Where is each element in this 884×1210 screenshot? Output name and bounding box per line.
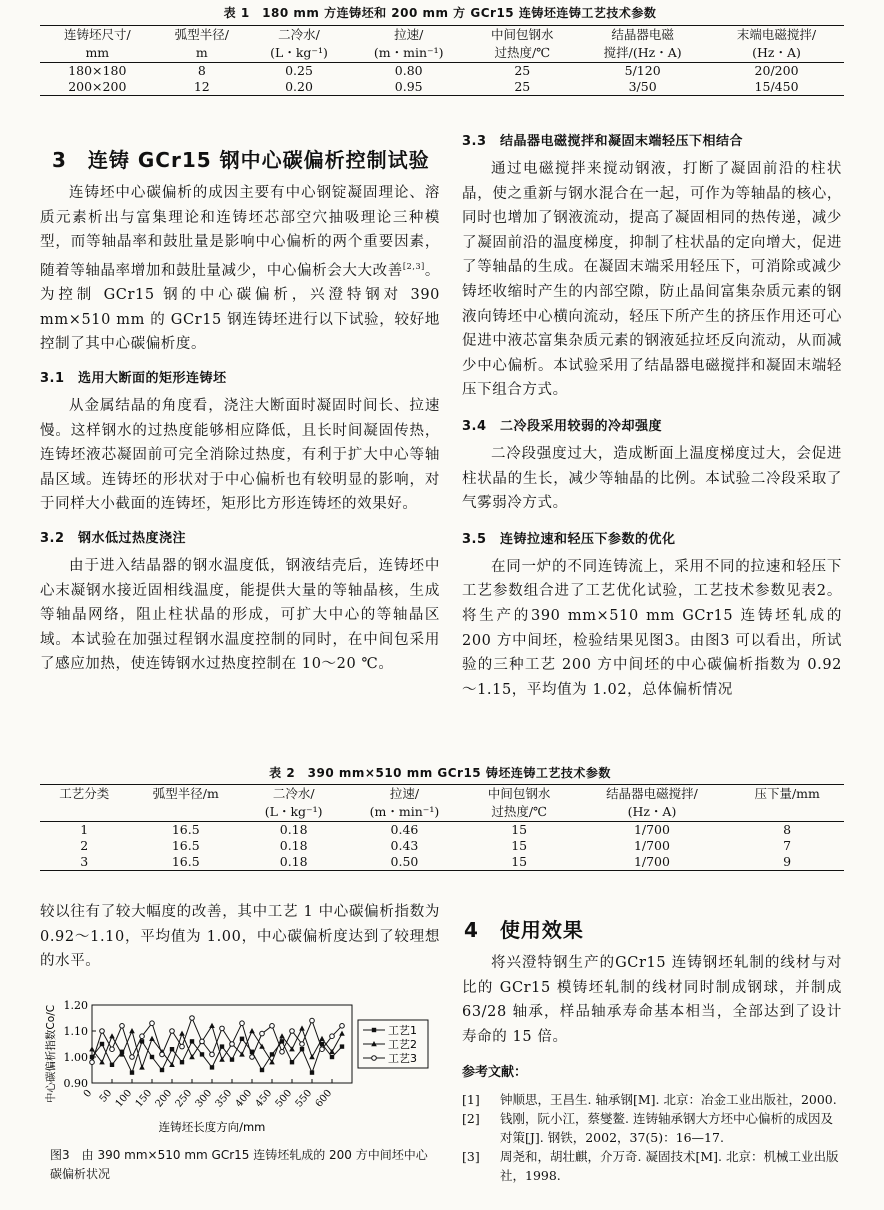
data-point [230,1042,235,1047]
table-cell: 25 [468,79,576,96]
table-cell: 0.20 [249,79,349,96]
data-point [140,1034,145,1039]
table2-caption: 表 2 390 mm×510 mm GCr15 铸坯连铸工艺技术参数 [269,766,611,780]
y-tick-label: 1.20 [63,999,88,1012]
table-cell: 2 [80,838,89,853]
table-header-cell: (L・kg⁻¹) [249,44,349,63]
x-tick-label: 200 [153,1087,175,1110]
citation: [2,3] [402,261,425,271]
data-point [109,1033,115,1038]
section3-4-text: 二冷段强度过大，造成断面上温度梯度过大，会促进柱状晶的生长，减少等轴晶的比例。本试验二冷段采取了气雾弱冷方式。 [462,445,842,512]
section3-5-text: 在同一炉的不同连铸流上，采用不同的拉速和轻压下工艺参数组合进了工艺优化试验，工艺技术参数见表2。将生产的390 mm×510 mm GCr15 连铸坯轧成的200 方中间坯，检验结果见图3。由图3 可以看出，所试验的三种工艺 200 方中间坯的中心碳偏析指数为 0.92～1.15，平均值为 1.02，总体偏析情况 [462,558,842,698]
table-header-cell: (m・min⁻¹) [349,44,468,63]
references-list [462,1090,842,1185]
data-point [200,1052,204,1056]
data-point [170,1029,175,1034]
table-cell: 20/200 [754,63,799,78]
table-header-cell: (m・min⁻¹) [344,803,465,822]
data-point [210,1065,214,1069]
data-point [200,1039,205,1044]
data-point [209,1023,215,1028]
table-cell: 5/120 [624,63,661,78]
table-header-cell: 末端电磁搅拌/ [709,26,844,45]
table-cell: 16.5 [171,822,200,837]
legend-label: 工艺3 [388,1052,417,1065]
table-header-cell: 结晶器电磁 [576,26,709,45]
table-cell: 12 [155,79,249,96]
table-cell: 16.5 [128,854,243,871]
data-point [330,1034,335,1039]
table-header-cell: (L・kg⁻¹) [243,803,344,822]
data-point [130,1055,135,1060]
table-cell: 0.25 [285,63,313,78]
data-point [220,1026,225,1031]
data-point [160,1068,164,1072]
data-point [89,1046,95,1051]
data-point [310,1018,315,1023]
table1 [40,25,844,96]
table-header-cell: (Hz・A) [709,44,844,63]
reference-number: [3] [462,1149,480,1165]
x-tick-label: 400 [233,1087,255,1110]
section3-2-text: 由于进入结晶器的钢水温度低，钢液结壳后，连铸坯中心末凝钢水接近固相线温度，能提供大量的等轴晶核，生成等轴晶网络，阻止柱状晶的形成，可扩大中心的等轴晶区域。本试验在加强过程钢水温度控制的同时，在中间包采用了感应加热，使连铸钢水过热度控制在 10～20 ℃。 [40,557,440,673]
table-header-cell: mm [40,44,155,63]
data-point [340,1024,345,1029]
data-point [190,1016,195,1021]
table-cell: 0.95 [349,79,468,96]
data-point [290,1060,294,1064]
data-point [180,1044,185,1049]
data-point [260,1031,265,1036]
x-axis-label: 连铸坯长度方向/mm [158,1120,266,1134]
data-point [320,1047,325,1052]
data-point [249,1028,255,1033]
data-point [330,1055,334,1059]
data-point [339,1031,345,1036]
legend-label: 工艺2 [388,1038,417,1051]
figure3-chart [40,995,435,1140]
right-column [462,130,842,702]
table-cell: 15 [511,822,528,837]
table-header-cell: 中间包钢水 [468,26,576,45]
x-tick-label: 300 [193,1087,215,1110]
section3-5-title: 3.5 连铸拉速和轻压下参数的优化 [462,531,676,547]
table-cell: 0.18 [243,854,344,871]
table-header-cell: 连铸坯尺寸/ [40,26,155,45]
section4 [462,914,842,1185]
section3-1-text: 从金属结晶的角度看，浇注大断面时凝固时间长、拉速慢。这样钢水的过热度能够相应降低，且长时间凝固传热，连铸坯液芯凝固前可完全消除过热度，有利于扩大中心等轴晶区域。连铸坯的形状对于中心偏析也有较明显的影响，对于同样大小截面的连铸坯，矩形比方形连铸坯的效果好。 [40,397,440,513]
section3-1-title: 3.1 选用大断面的矩形连铸坯 [40,370,227,386]
table-row [40,79,844,96]
section3-3-text: 通过电磁搅拌来搅动钢液，打断了凝固前沿的柱状晶，使之重新与钢水混合在一起，可作为等轴晶的核心，同时也增加了钢液流动，提高了凝固相同的热传递，减少了凝固前沿的温度梯度，抑制了柱状晶的定向增大，促进了等轴晶的生成。在凝固末端采用轻压下，可消除或减少铸坯收缩时产生的内部空隙，防止晶间富集杂质元素的钢液向铸坯中心横向流动，轻压下所产生的挤压作用还可心促进中液芯富集杂质元素的钢液延拉坯反向流动，从而减少中心偏析。本试验采用了结晶器电磁搅拌和凝固末端轻压下组合方式。 [462,161,842,399]
data-point [240,1021,245,1026]
data-point [340,1044,344,1048]
data-point [309,1054,315,1059]
x-tick-label: 450 [253,1087,275,1110]
section3-title: 3 连铸 GCr15 钢中心碳偏析控制试验 [52,148,430,172]
data-point [100,1029,105,1034]
table-cell: 25 [514,63,531,78]
table-row [40,63,844,80]
data-point [129,1028,135,1033]
table-header-cell: 结晶器电磁搅拌/ [574,785,731,804]
data-point [190,1039,194,1043]
series-line [92,1026,342,1068]
data-point [110,1063,114,1067]
table-header-cell: 弧型半径/ [155,26,249,45]
table-header-cell: (Hz・A) [574,803,731,822]
x-tick-label: 500 [273,1087,295,1110]
table-header-cell: 过热度/℃ [468,44,576,63]
data-point [280,1050,285,1055]
table-cell: 0.80 [394,63,423,78]
data-point [180,1060,184,1064]
section3-3-title: 3.3 结晶器电磁搅拌和凝固末端轻压下相结合 [462,134,744,149]
table-row [40,854,844,871]
reference-item [462,1147,842,1185]
reference-text: 钟顺思，王昌生. 轴承钢[M]. 北京：冶金工业出版社，2000. [500,1092,837,1108]
table-cell: 0.50 [344,854,465,871]
data-point [310,1070,314,1074]
data-point [372,1056,377,1061]
table-header-cell: 二冷水/ [243,785,344,804]
table-cell: 200×200 [40,79,155,96]
table-row [40,822,844,839]
reference-text: 钱刚，阮小江，蔡燮鳌. 连铸轴承钢大方坯中心偏析的成因及对策[J]. 钢铁，2002，37(5)：16—17. [500,1111,833,1146]
data-point [250,1055,255,1060]
x-tick-label: 50 [97,1087,115,1105]
reference-number: [2] [462,1111,480,1127]
data-point [300,1042,305,1047]
table-header-cell [730,803,844,822]
y-tick-label: 1.10 [63,1025,88,1038]
x-tick-label: 100 [113,1087,135,1110]
table-cell: 3 [40,854,128,871]
legend-label: 工艺1 [388,1024,417,1037]
section3-5-continued: 较以往有了较大幅度的改善，其中工艺 1 中心碳偏析指数为 0.92～1.10，平均值为 1.00，中心碳偏析度达到了较理想的水平。 [40,904,440,970]
data-point [160,1052,165,1057]
data-point [240,1037,244,1041]
table-cell: 0.18 [279,822,308,837]
data-point [150,1055,154,1059]
table-cell: 1 [80,822,89,837]
data-point [300,1047,304,1051]
y-tick-label: 0.90 [63,1077,88,1090]
y-axis-label: 中心碳偏析指数Co/C [45,1004,57,1104]
section3-4-title: 3.4 二冷段采用较弱的冷却强度 [462,418,663,434]
data-point [230,1057,234,1061]
table-cell: 15/450 [709,79,844,96]
table-header-cell: 中间包钢水 [465,785,574,804]
table-cell: 15 [511,838,528,853]
section4-text: 将兴澄特钢生产的GCr15 连铸钢坯轧制的线材与对比的 GCr15 模铸坯轧制的线材同时制成钢球，并制成63/28 轴承，样品轴承寿命基本相当，全部达到了设计寿命的 15 倍。 [462,955,842,1045]
table-header-cell [128,803,243,822]
x-tick-label: 350 [213,1087,235,1110]
data-point [210,1052,215,1057]
table-header-cell [40,803,128,822]
table-cell: 0.46 [390,822,419,837]
data-point [110,1047,115,1052]
section3-intro: 连铸坯中心碳偏析的成因主要有中心钢锭凝固理论、溶质元素析出与富集理论和连铸坯芯部空穴抽吸理论三种模型，而等轴晶率和鼓肚量是影响中心偏析的两个重要因素，随着等轴晶率增加和鼓肚量减少，中心偏析会大大改善[2,3]。为控制 GCr15 钢的中心碳偏析，兴澄特钢对 390 mm×510 mm 的 GCr15 钢连铸坯进行以下试验，较好地控制了其中心碳偏析度。 [40,185,440,353]
table-cell: 180×180 [68,63,127,78]
table-header-cell: 压下量/mm [730,785,844,804]
table-cell: 7 [783,838,792,853]
x-tick-label: 250 [173,1087,195,1110]
table-cell: 0.43 [390,838,419,853]
data-point [270,1024,275,1029]
table-cell: 3/50 [576,79,709,96]
table-row [40,838,844,854]
left-column [40,140,440,677]
reference-item [462,1090,842,1109]
section3-2-title: 3.2 钢水低过热度浇注 [40,530,187,546]
left-bottom [40,900,440,974]
table-cell: 1/700 [633,822,670,837]
table-cell: 16.5 [171,838,200,853]
x-tick-label: 600 [313,1087,335,1110]
x-tick-label: 150 [133,1087,155,1110]
data-point [90,1060,95,1065]
data-point [290,1029,295,1034]
data-point [149,1036,155,1041]
table-cell: 1/700 [574,854,731,871]
table-cell: 15 [465,854,574,871]
table-cell: 8 [783,822,792,837]
table-header-cell: 搅拌/(Hz・A) [576,44,709,63]
table-cell: 9 [730,854,844,871]
y-tick-label: 1.00 [63,1051,88,1064]
table-cell: 8 [197,63,206,78]
table-header-cell: 工艺分类 [40,785,128,804]
data-point [179,1031,185,1036]
table1-caption: 表 1 180 mm 方连铸坯和 200 mm 方 GCr15 连铸坯连铸工艺技术参数 [223,6,657,20]
table-header-cell: 弧型半径/m [128,785,243,804]
data-point [270,1052,274,1056]
data-point [170,1047,174,1051]
reference-number: [1] [462,1092,480,1108]
table-header-cell: 过热度/℃ [465,803,574,822]
figure3-caption: 图3 由 390 mm×510 mm GCr15 连铸坯轧成的 200 方中间坯中心碳偏析状况 [50,1148,428,1181]
data-point [319,1036,325,1041]
data-point [139,1064,145,1069]
data-point [130,1070,134,1074]
references-heading: 参考文献： [462,1065,528,1081]
data-point [279,1033,285,1038]
x-tick-label: 0 [81,1087,95,1100]
reference-text: 周尧和，胡壮麒，介万奇. 凝固技术[M]. 北京：机械工业出版社，1998. [500,1149,839,1184]
x-tick-label: 550 [293,1087,315,1110]
data-point [220,1044,224,1048]
table-header-cell: 二冷水/ [249,26,349,45]
data-point [372,1028,376,1032]
data-point [120,1024,125,1029]
data-point [299,1025,305,1030]
table-cell: 0.18 [279,838,308,853]
table2 [40,784,844,871]
reference-item [462,1109,842,1147]
data-point [100,1042,104,1046]
table-cell: 1/700 [633,838,670,853]
table-header-cell: m [155,44,249,63]
section4-title: 4 使用效果 [464,918,584,942]
data-point [260,1068,264,1072]
table-header-cell: 拉速/ [344,785,465,804]
table-header-cell: 拉速/ [349,26,468,45]
data-point [150,1021,155,1026]
